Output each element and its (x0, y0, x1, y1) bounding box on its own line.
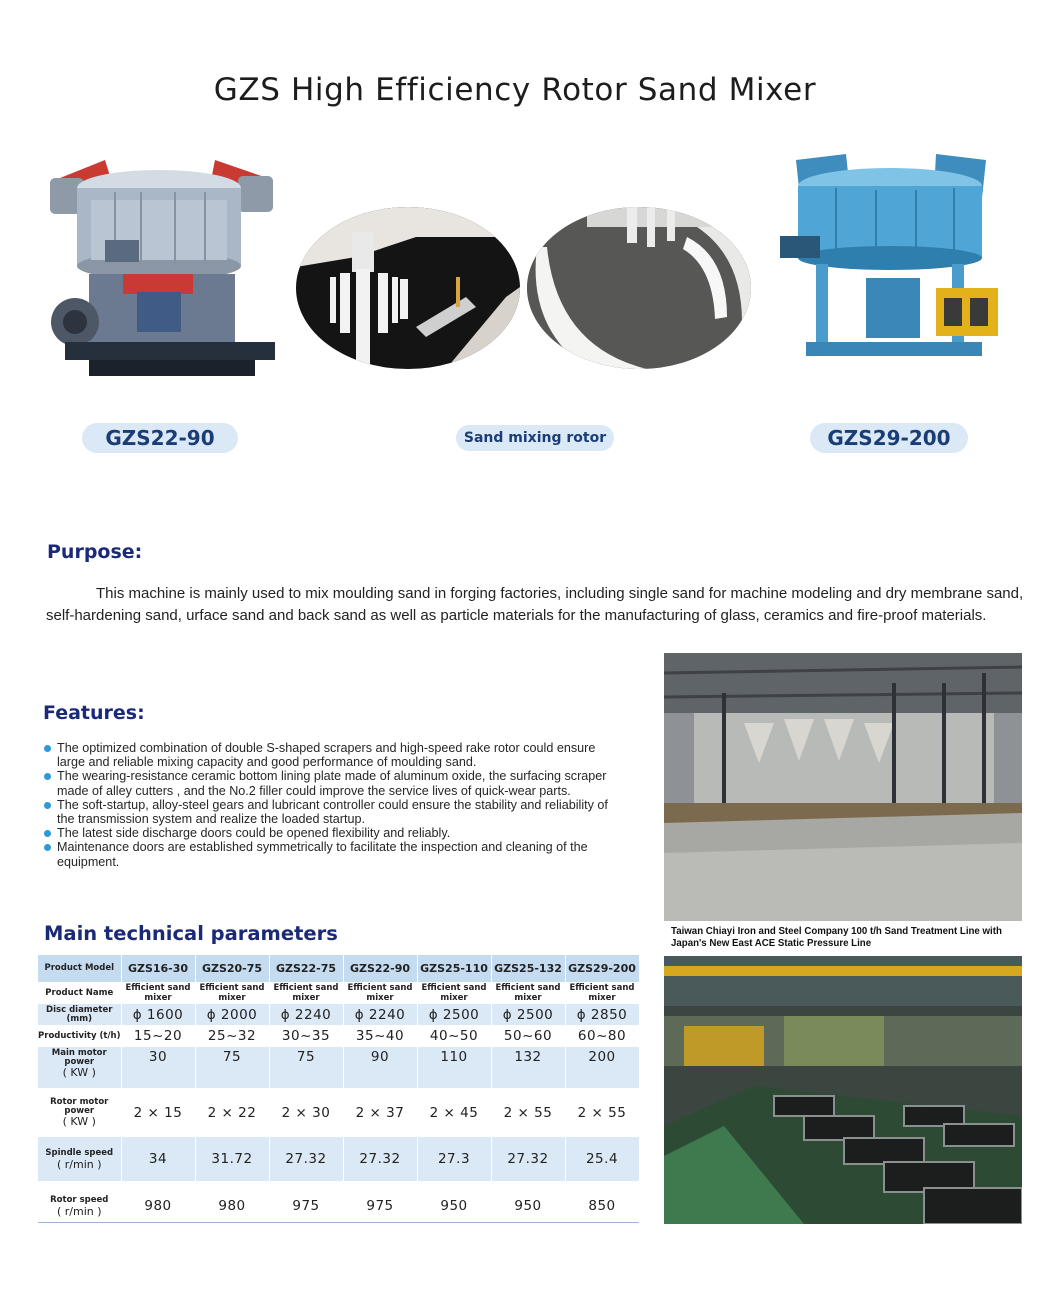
table-cell: GZS22-90 (343, 955, 417, 982)
table-cell: 60~80 (565, 1025, 639, 1047)
table-cell: 75 (195, 1047, 269, 1088)
table-row-spindle-speed (38, 1137, 639, 1181)
table-cell: 980 (195, 1181, 269, 1231)
table-cell: 27.3 (417, 1137, 491, 1181)
table-cell: 30~35 (269, 1025, 343, 1047)
table-cell: 25.4 (565, 1137, 639, 1181)
table-cell: 2 × 22 (195, 1088, 269, 1137)
machine-label-rotor: Sand mixing rotor (456, 425, 614, 451)
table-cell: ϕ 2000 (195, 1004, 269, 1025)
row-label: Product Model (38, 955, 121, 982)
table-row-rotor-speed (38, 1181, 639, 1231)
table-cell: GZS16-30 (121, 955, 195, 982)
machine-label-gzs29-200: GZS29-200 (810, 423, 968, 453)
table-row-name (38, 982, 639, 1004)
row-label: Rotor speed ( r/min ) (38, 1181, 121, 1231)
bullet-icon (44, 773, 51, 780)
table-cell: 975 (269, 1181, 343, 1231)
machine-image-gzs29-200 (776, 152, 1004, 384)
feature-item: The soft-startup, alloy-steel gears and lubricant controller could ensure the stability and reliability of the transmission system and realize the loaded startup. (43, 798, 623, 826)
table-cell: 950 (491, 1181, 565, 1231)
params-table (38, 955, 640, 1231)
table-cell: Efficient sand mixer (343, 982, 417, 1004)
table-cell: ϕ 2850 (565, 1004, 639, 1025)
table-cell: GZS25-110 (417, 955, 491, 982)
table-cell: 2 × 37 (343, 1088, 417, 1137)
table-cell: ϕ 2500 (491, 1004, 565, 1025)
table-cell: 2 × 30 (269, 1088, 343, 1137)
feature-item: The wearing-resistance ceramic bottom lining plate made of aluminum oxide, the surfacing scraper made of alley cutters , and the No.2 filler could improve the service lives of quick-wear parts. (43, 769, 623, 797)
table-cell: 2 × 45 (417, 1088, 491, 1137)
rotor-image-2 (527, 207, 751, 369)
table-cell: Efficient sand mixer (417, 982, 491, 1004)
factory-photo-2 (664, 956, 1022, 1224)
row-label: Product Name (38, 982, 121, 1004)
table-cell: ϕ 2240 (269, 1004, 343, 1025)
table-cell: GZS25-132 (491, 955, 565, 982)
table-cell: 980 (121, 1181, 195, 1231)
table-cell: GZS20-75 (195, 955, 269, 982)
machine-label-gzs22-90: GZS22-90 (82, 423, 238, 453)
page-title: GZS High Efficiency Rotor Sand Mixer (213, 72, 817, 108)
table-cell: Efficient sand mixer (195, 982, 269, 1004)
table-cell: 2 × 15 (121, 1088, 195, 1137)
table-cell: 27.32 (491, 1137, 565, 1181)
features-heading: Features: (43, 702, 145, 724)
feature-item: Maintenance doors are established symmetrically to facilitate the inspection and cleaning of the equipment. (43, 840, 623, 868)
purpose-heading: Purpose: (47, 541, 143, 563)
table-cell: 110 (417, 1047, 491, 1088)
table-cell: ϕ 2240 (343, 1004, 417, 1025)
rotor-image-1 (296, 207, 520, 369)
table-cell: 30 (121, 1047, 195, 1088)
table-cell: 40~50 (417, 1025, 491, 1047)
feature-item: The optimized combination of double S-shaped scrapers and high-speed rake rotor could ensure large and reliable mixing capacity and good performance of moulding sand. (43, 741, 623, 769)
row-label: Main motor power ( KW ) (38, 1047, 121, 1088)
table-cell: 50~60 (491, 1025, 565, 1047)
table-cell: 35~40 (343, 1025, 417, 1047)
table-row-disc (38, 1004, 639, 1025)
bullet-icon (44, 844, 51, 851)
table-cell: 2 × 55 (565, 1088, 639, 1137)
table-cell: 27.32 (269, 1137, 343, 1181)
table-cell: Efficient sand mixer (121, 982, 195, 1004)
table-cell: 950 (417, 1181, 491, 1231)
bullet-icon (44, 802, 51, 809)
table-cell: 850 (565, 1181, 639, 1231)
row-unit: ( r/min ) (56, 1157, 102, 1171)
table-cell: Efficient sand mixer (491, 982, 565, 1004)
bullet-icon (44, 830, 51, 837)
photo-caption: Taiwan Chiayi Iron and Steel Company 100 t/h Sand Treatment Line with Japan's New East ACE Static Pressure Line (671, 926, 1002, 949)
table-cell: 31.72 (195, 1137, 269, 1181)
table-cell: ϕ 2500 (417, 1004, 491, 1025)
table-cell: 90 (343, 1047, 417, 1088)
table-cell: 15~20 (121, 1025, 195, 1047)
bullet-icon (44, 745, 51, 752)
row-label: Spindle speed ( r/min ) (38, 1137, 121, 1181)
feature-item: The latest side discharge doors could be opened flexibility and reliably. (43, 826, 623, 840)
table-divider (38, 1222, 639, 1223)
table-row-main-motor (38, 1047, 639, 1088)
table-cell: 27.32 (343, 1137, 417, 1181)
purpose-paragraph: This machine is mainly used to mix moulding sand in forging factories, including single sand for machine modeling and dry membrane sand, self-hardening sand, urface sand and back sand as well as particle materials for the manufacturing of glass, ceramics and fire-proof materials. (46, 585, 1024, 624)
row-label: Productivity (t/h) (38, 1025, 121, 1047)
row-unit: ( KW ) (62, 1066, 96, 1079)
table-cell: GZS22-75 (269, 955, 343, 982)
table-row-rotor-motor (38, 1088, 639, 1137)
table-row-productivity (38, 1025, 639, 1047)
row-unit: ( KW ) (62, 1115, 96, 1129)
table-cell: 200 (565, 1047, 639, 1088)
features-list (43, 741, 623, 869)
table-cell: 34 (121, 1137, 195, 1181)
row-unit: ( r/min ) (56, 1204, 102, 1218)
row-label: Rotor motor power ( KW ) (38, 1088, 121, 1137)
table-cell: 975 (343, 1181, 417, 1231)
table-cell: 132 (491, 1047, 565, 1088)
table-cell: 75 (269, 1047, 343, 1088)
params-heading: Main technical parameters (44, 922, 338, 945)
table-cell: 2 × 55 (491, 1088, 565, 1137)
table-cell: GZS29-200 (565, 955, 639, 982)
table-cell: 25~32 (195, 1025, 269, 1047)
table-row-model (38, 955, 639, 982)
factory-photo-1 (664, 653, 1022, 921)
table-cell: ϕ 1600 (121, 1004, 195, 1025)
row-label: Disc diameter (mm) (38, 1004, 121, 1025)
machine-image-gzs22-90 (45, 152, 277, 384)
table-cell: Efficient sand mixer (565, 982, 639, 1004)
table-cell: Efficient sand mixer (269, 982, 343, 1004)
